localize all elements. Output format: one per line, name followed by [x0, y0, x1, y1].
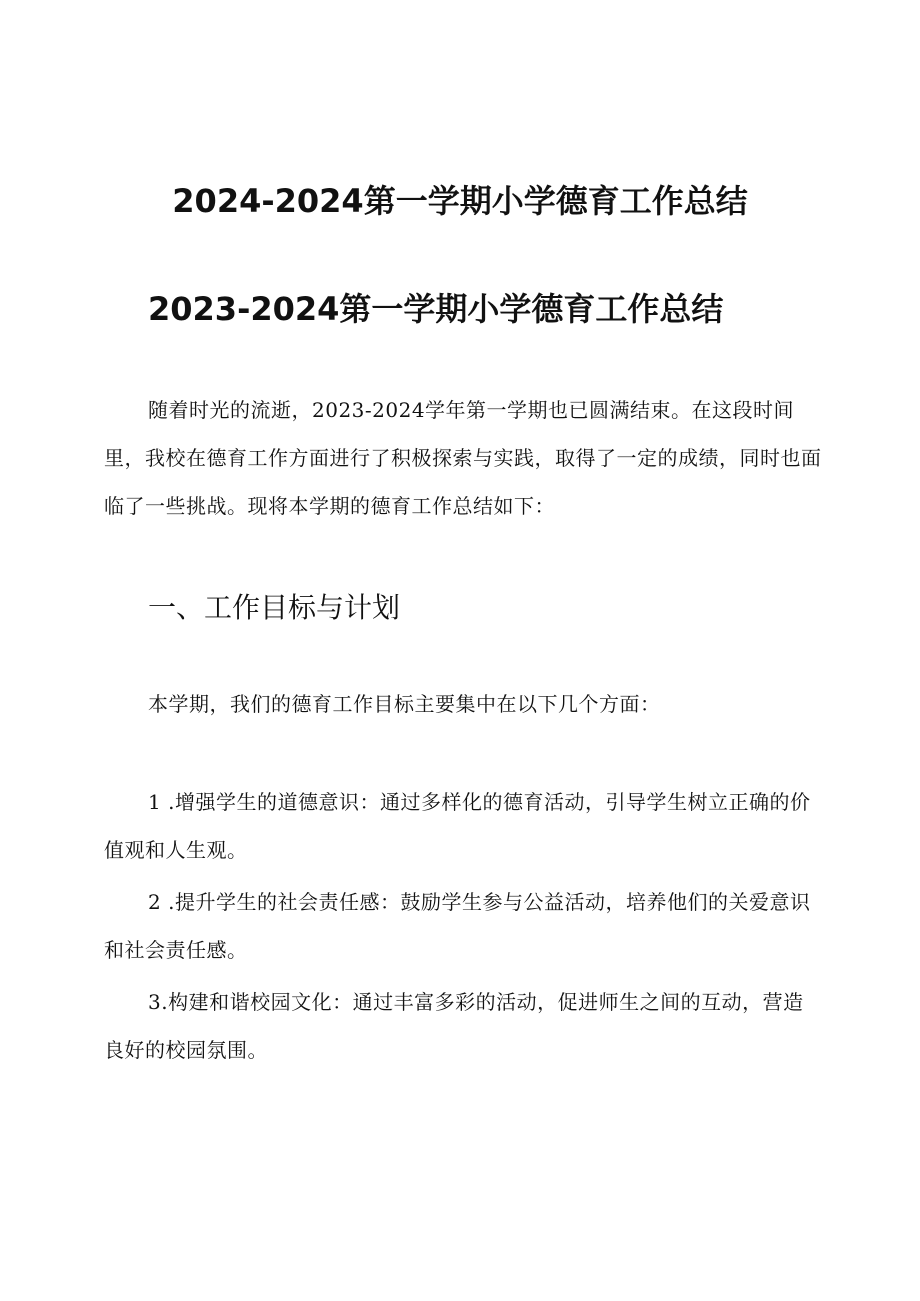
document-subtitle: 2023-2024第一学期小学德育工作总结	[148, 290, 724, 328]
lead-paragraph-block	[104, 680, 824, 728]
goal-item-1: 1 .增强学生的道德意识：通过多样化的德育活动，引导学生树立正确的价值观和人生观。	[104, 790, 811, 862]
goal-list	[104, 778, 824, 1078]
intro-paragraph: 随着时光的流逝，2023-2024学年第一学期也已圆满结束。在这段时间里，我校在德育工作方面进行了积极探索与实践，取得了一定的成绩，同时也面临了一些挑战。现将本学期的德育工作总结如下：	[104, 398, 822, 518]
intro-paragraph-block	[104, 386, 824, 530]
section-heading: 一、工作目标与计划	[148, 591, 401, 624]
lead-paragraph: 本学期，我们的德育工作目标主要集中在以下几个方面：	[148, 692, 661, 716]
document-title: 2024-2024第一学期小学德育工作总结	[172, 182, 748, 220]
goal-item-3: 3.构建和谐校园文化：通过丰富多彩的活动，促进师生之间的互动，营造良好的校园氛围。	[104, 990, 804, 1062]
goal-item-2: 2 .提升学生的社会责任感：鼓励学生参与公益活动，培养他们的关爱意识和社会责任感。	[104, 890, 811, 962]
